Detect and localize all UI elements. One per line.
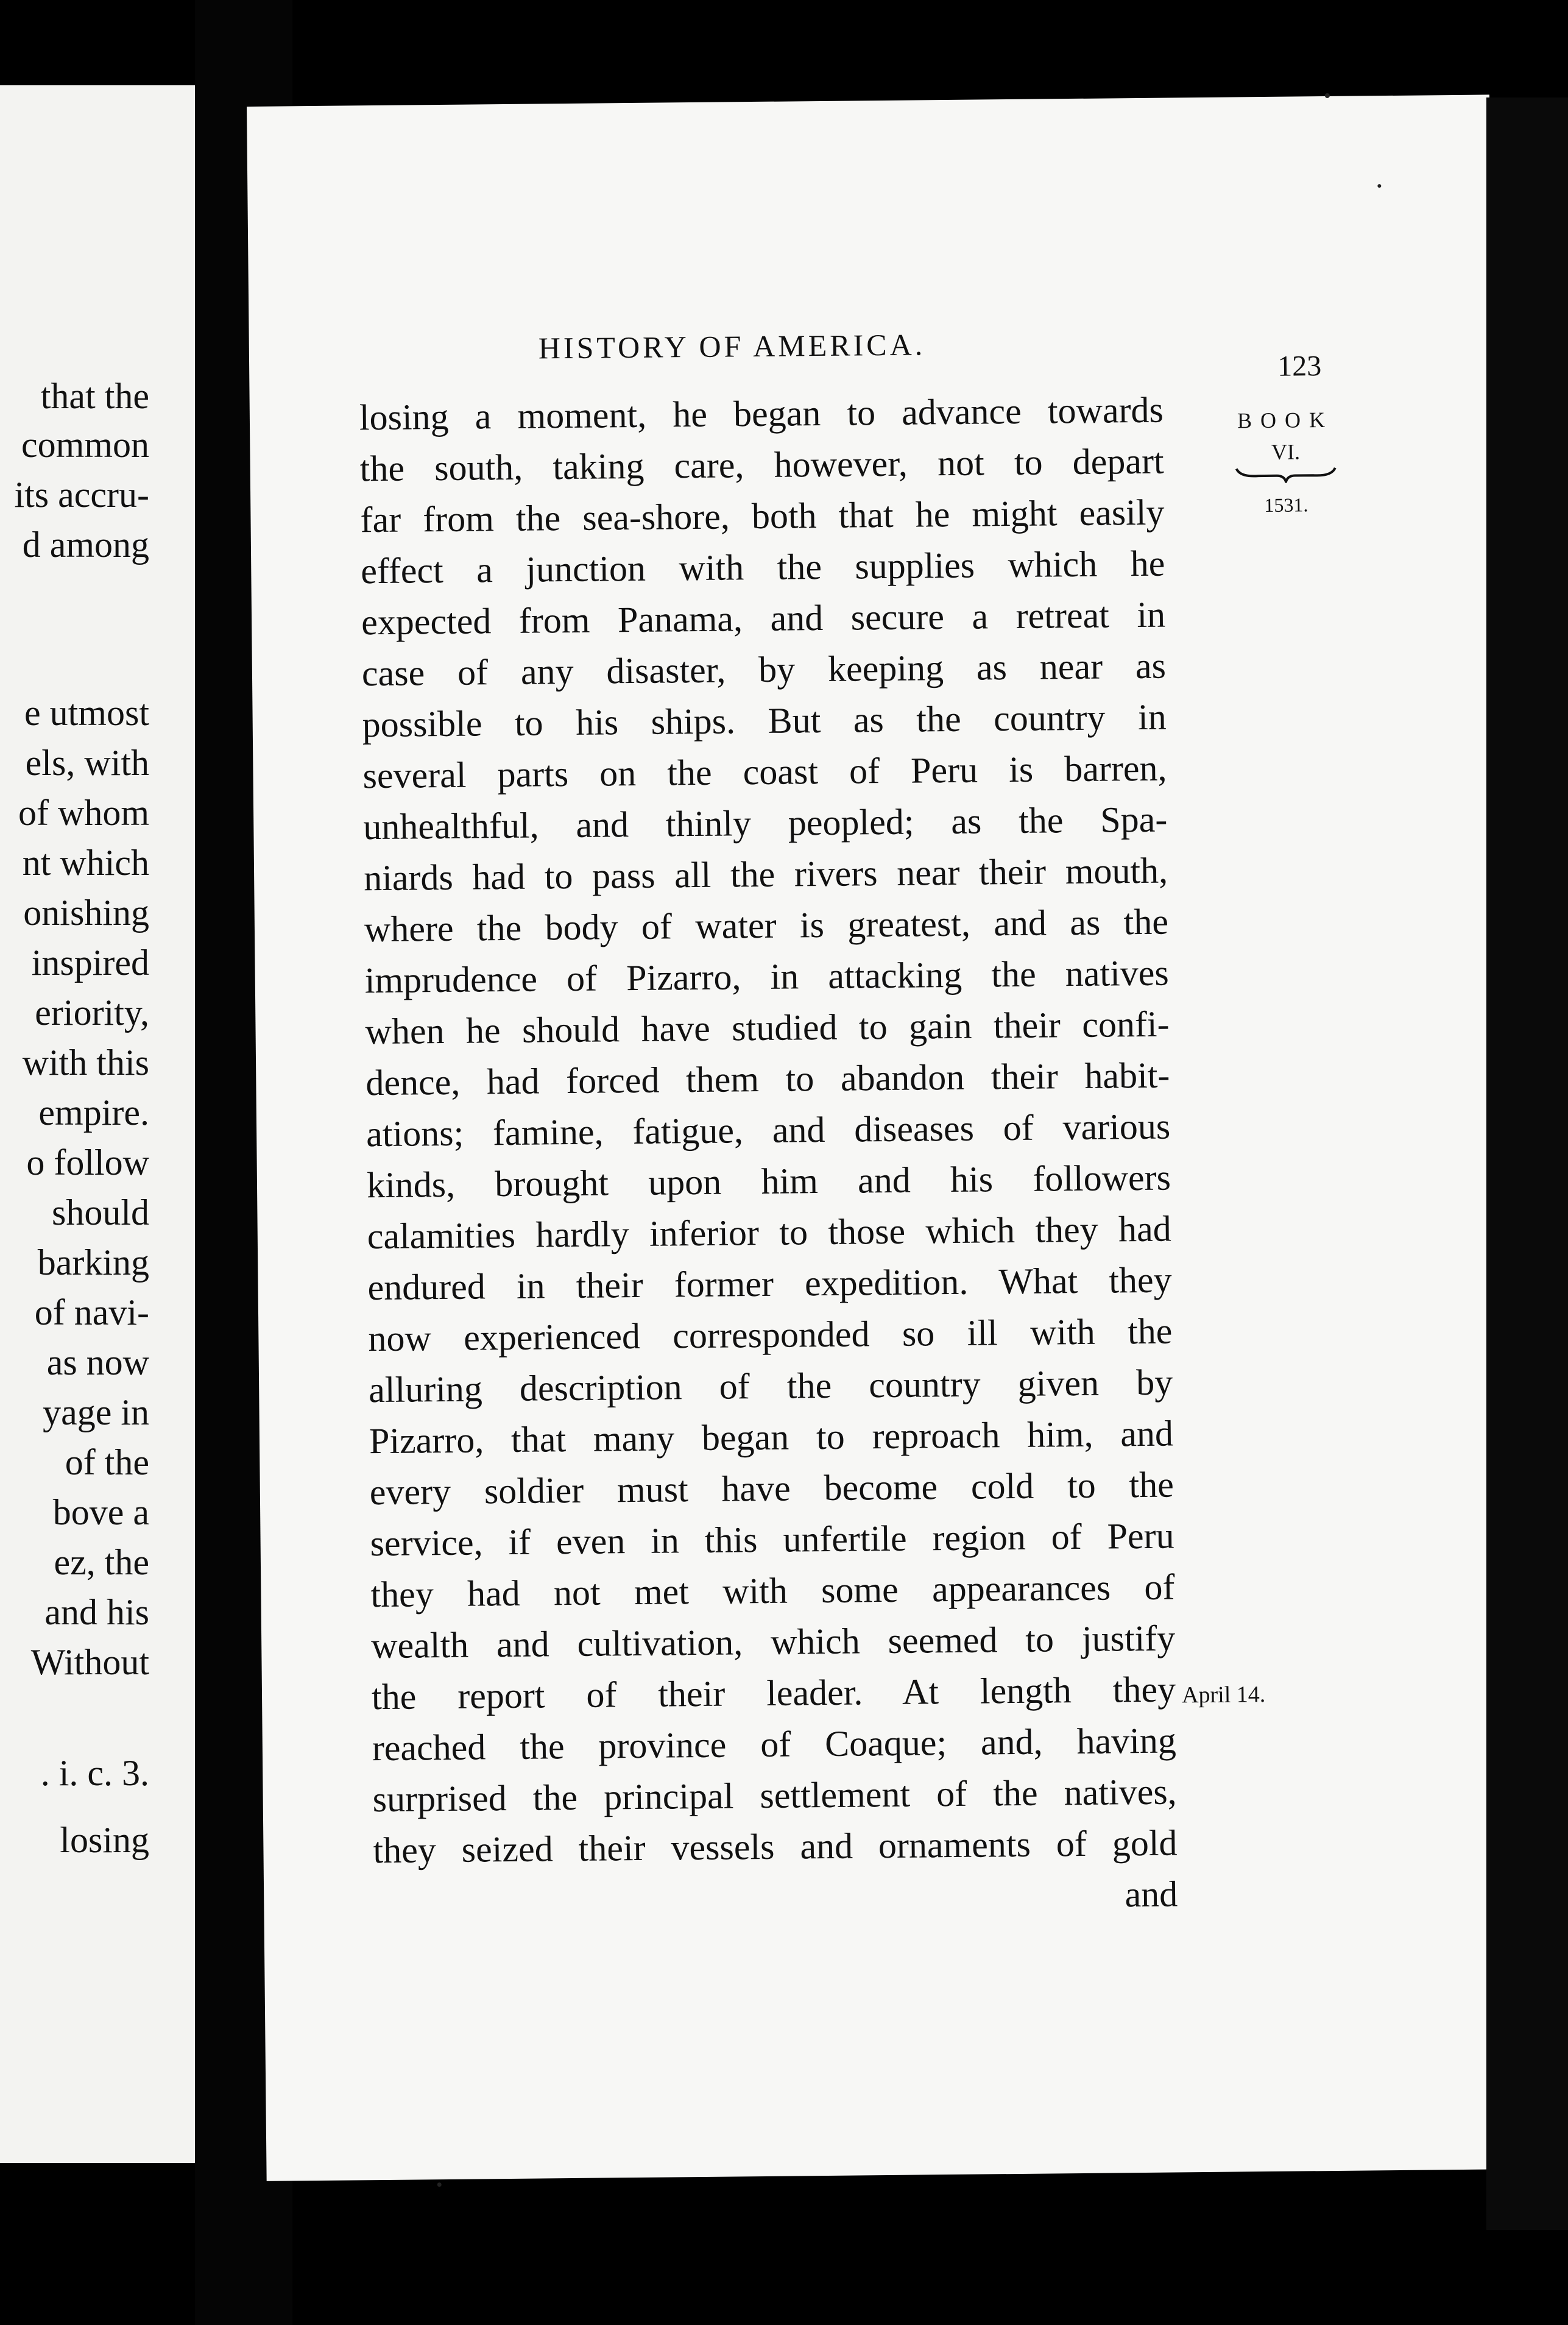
margin-year: 1531. xyxy=(1264,494,1308,516)
text-line: they seized their vessels and ornaments of gold xyxy=(373,1822,1178,1871)
text-line: service, if even in this unfertile region of Peru xyxy=(370,1515,1174,1564)
left-page-line: of whom xyxy=(18,793,149,833)
left-page-line: eriority, xyxy=(35,993,149,1033)
margin-note-date: April 14. xyxy=(1181,1682,1266,1708)
left-page-line: its accru- xyxy=(14,475,149,515)
left-page-line: . i. c. 3. xyxy=(40,1753,149,1793)
text-line: endured in their former expedition. What they xyxy=(367,1259,1172,1308)
text-line: where the body of water is greatest, and as the xyxy=(364,901,1169,950)
left-page-line: ez, the xyxy=(54,1542,149,1582)
text-line: dence, had forced them to abandon their habit- xyxy=(366,1055,1170,1103)
left-page-line: of navi- xyxy=(34,1292,149,1332)
text-line: kinds, brought upon him and his followers xyxy=(366,1157,1171,1206)
ink-speck xyxy=(437,2182,442,2187)
left-page-line: that the xyxy=(40,376,149,416)
left-page-line: inspired xyxy=(31,943,149,983)
book-number: VI. xyxy=(1271,439,1301,464)
text-line: niards had to pass all the rivers near their mouth, xyxy=(363,850,1168,899)
text-line: Pizarro, that many began to reproach him, and xyxy=(369,1413,1174,1462)
book-label: BOOK xyxy=(1237,407,1334,433)
left-page-line: Without xyxy=(30,1642,149,1682)
left-page-line: e utmost xyxy=(24,693,149,733)
left-page-line: should xyxy=(51,1192,149,1233)
body-text xyxy=(359,384,1178,1928)
left-page-line: d among xyxy=(22,525,149,565)
text-line: imprudence of Pizarro, in attacking the natives xyxy=(364,952,1170,1001)
left-page-line: yage in xyxy=(43,1392,149,1432)
text-line: alluring description of the country given by xyxy=(368,1362,1173,1410)
left-facing-page xyxy=(0,85,195,2163)
left-page-line: losing xyxy=(60,1820,149,1860)
text-line: the south, taking care, however, not to depart xyxy=(359,441,1164,489)
text-line: expected from Panama, and secure a retreat in xyxy=(361,594,1166,643)
text-line: several parts on the coast of Peru is barren, xyxy=(362,748,1167,796)
left-page-line: with this xyxy=(22,1042,149,1083)
left-page-line: and his xyxy=(44,1592,149,1632)
text-line: when he should have studied to gain their confi- xyxy=(365,1003,1170,1052)
margin-note-book xyxy=(1224,407,1347,517)
page-number: 123 xyxy=(1277,350,1322,383)
brace-ornament xyxy=(1234,464,1338,484)
text-line: the report of their leader. At length they xyxy=(371,1669,1176,1718)
text-line: calamities hardly inferior to those which they had xyxy=(367,1208,1172,1257)
ink-speck xyxy=(1325,93,1330,98)
text-line: unhealthful, and thinly peopled; as the Spa- xyxy=(363,799,1168,848)
text-line: losing a moment, he began to advance towards xyxy=(359,389,1164,438)
page xyxy=(247,94,1510,2181)
text-line: far from the sea-shore, both that he might easily xyxy=(360,492,1165,540)
text-line: ations; famine, fatigue, and diseases of various xyxy=(366,1106,1171,1155)
text-line: effect a junction with the supplies which he xyxy=(361,543,1165,592)
ink-speck xyxy=(1377,184,1381,188)
left-page-line: o follow xyxy=(26,1142,149,1183)
left-page-line: onishing xyxy=(23,893,149,933)
left-page-line: barking xyxy=(37,1242,149,1283)
text-line: and xyxy=(1125,1874,1178,1915)
left-page-line: of the xyxy=(65,1442,149,1482)
text-line: reached the province of Coaque; and, having xyxy=(372,1720,1177,1769)
running-head: HISTORY OF AMERICA. xyxy=(538,327,926,366)
text-line: now experienced corresponded so ill with the xyxy=(368,1311,1173,1359)
text-line: surprised the principal settlement of the natives, xyxy=(372,1771,1177,1820)
page-edge-shadow xyxy=(1486,97,1568,2230)
left-page-line: empire. xyxy=(38,1092,149,1133)
left-page-line: bove a xyxy=(52,1492,149,1532)
text-line: case of any disaster, by keeping as near as xyxy=(361,645,1167,694)
left-page-line: nt which xyxy=(22,843,149,883)
text-line: they had not met with some appearances of xyxy=(370,1566,1175,1615)
left-page-line: els, with xyxy=(25,743,149,783)
left-page-line: as now xyxy=(46,1342,149,1382)
left-page-line: common xyxy=(21,425,149,465)
text-line: possible to his ships. But as the country in xyxy=(362,696,1167,745)
text-line: wealth and cultivation, which seemed to justify xyxy=(370,1618,1176,1666)
text-line: every soldier must have become cold to the xyxy=(369,1464,1174,1513)
